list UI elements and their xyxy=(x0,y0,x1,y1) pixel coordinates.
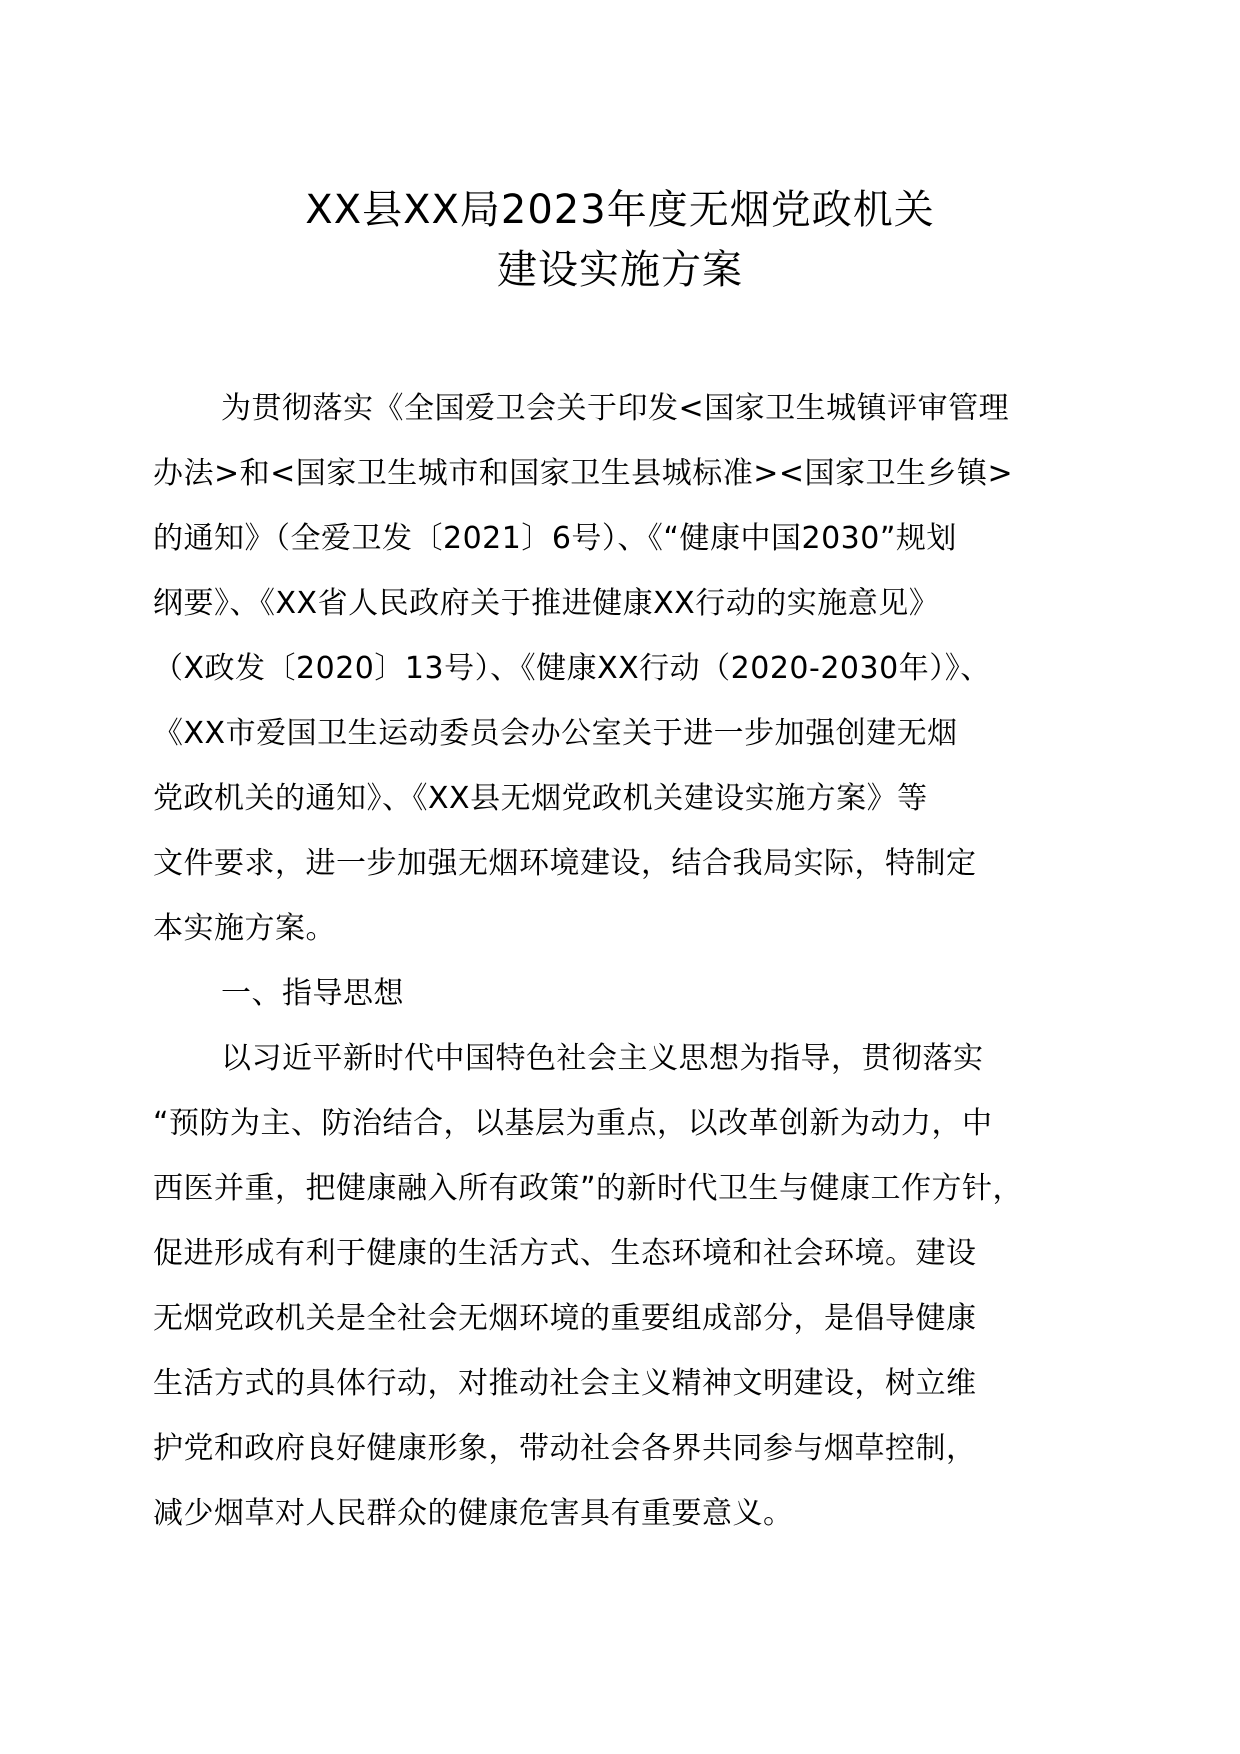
text-line: 为贯彻落实《全国爱卫会关于印发<国家卫生城镇评审管理 xyxy=(221,391,1010,426)
text-line: 的通知》（全爱卫发〔2021〕6号）、《“健康中国2030”规划 xyxy=(153,521,957,556)
text-line: 办法>和<国家卫生城市和国家卫生县城标准><国家卫生乡镇> xyxy=(153,456,1014,491)
text-line: 减少烟草对人民群众的健康危害具有重要意义。 xyxy=(153,1496,794,1531)
text-line: 护党和政府良好健康形象，带动社会各界共同参与烟草控制， xyxy=(153,1431,977,1466)
text-line: 促进形成有利于健康的生活方式、生态环境和社会环境。建设 xyxy=(153,1236,977,1271)
text-line: 西医并重，把健康融入所有政策”的新时代卫生与健康工作方针， xyxy=(153,1171,1024,1206)
text-line: 纲要》、《XX省人民政府关于推进健康XX行动的实施意见》 xyxy=(153,586,940,621)
text-line: 以习近平新时代中国特色社会主义思想为指导，贯彻落实 xyxy=(221,1041,984,1076)
text-line: 《XX市爱国卫生运动委员会办公室关于进一步加强创建无烟 xyxy=(153,716,958,751)
text-line: 文件要求，进一步加强无烟环境建设，结合我局实际，特制定 xyxy=(153,846,977,881)
text-line: 生活方式的具体行动，对推动社会主义精神文明建设，树立维 xyxy=(153,1366,977,1401)
text-line: （X政发〔2020〕13号）、《健康XX行动（2020-2030年）》、 xyxy=(153,651,991,686)
text-line: 本实施方案。 xyxy=(153,911,336,946)
document-title xyxy=(0,180,1240,300)
intro-paragraph xyxy=(153,376,1093,961)
text-line: 无烟党政机关是全社会无烟环境的重要组成部分，是倡导健康 xyxy=(153,1301,977,1336)
title-line-2: 建设实施方案 xyxy=(497,247,743,293)
document-body xyxy=(153,376,1093,1546)
title-line-1: XX县XX局2023年度无烟党政机关 xyxy=(305,187,935,233)
text-line: “预防为主、防治结合，以基层为重点，以改革创新为动力，中 xyxy=(153,1106,993,1141)
guiding-paragraph xyxy=(153,1026,1093,1546)
section-heading: 一、指导思想 xyxy=(221,976,404,1011)
text-line: 党政机关的通知》、《XX县无烟党政机关建设实施方案》等 xyxy=(153,781,928,816)
